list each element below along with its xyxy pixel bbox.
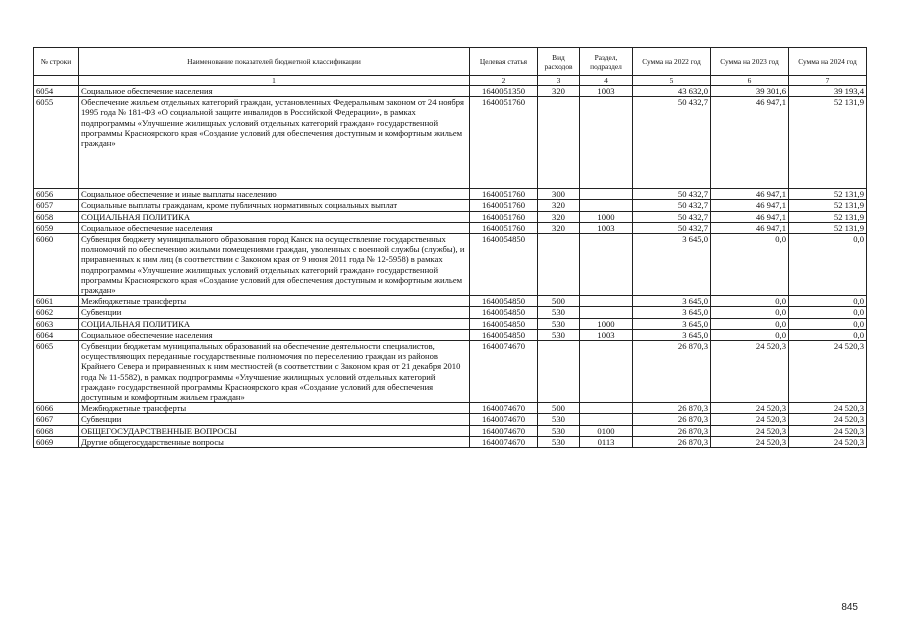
table-row xyxy=(34,211,867,222)
column-numbers-row xyxy=(34,76,867,86)
table-row xyxy=(34,341,867,403)
page-number: 845 xyxy=(841,602,858,613)
row-sum-2022: 3 645,0 xyxy=(633,234,711,296)
row-number: 6065 xyxy=(34,341,79,403)
row-expense-type: 530 xyxy=(538,414,580,425)
row-expense-type: 530 xyxy=(538,318,580,329)
row-sum-2024: 24 520,3 xyxy=(789,425,867,436)
row-expense-type xyxy=(538,234,580,296)
row-section xyxy=(580,296,633,307)
row-expense-type: 530 xyxy=(538,425,580,436)
header-vid: Вид расходов xyxy=(538,48,580,76)
row-number: 6061 xyxy=(34,296,79,307)
row-section xyxy=(580,341,633,403)
row-sum-2024: 52 131,9 xyxy=(789,189,867,200)
header-sum-2024: Сумма на 2024 год xyxy=(789,48,867,76)
row-sum-2024: 0,0 xyxy=(789,296,867,307)
row-expense-type: 530 xyxy=(538,329,580,340)
row-sum-2024: 24 520,3 xyxy=(789,341,867,403)
row-sum-2023: 24 520,3 xyxy=(711,341,789,403)
row-section xyxy=(580,234,633,296)
row-sum-2023: 0,0 xyxy=(711,318,789,329)
row-section xyxy=(580,414,633,425)
row-name: ОБЩЕГОСУДАРСТВЕННЫЕ ВОПРОСЫ xyxy=(79,425,470,436)
table-row xyxy=(34,189,867,200)
table-row xyxy=(34,425,867,436)
row-section xyxy=(580,200,633,211)
row-number: 6056 xyxy=(34,189,79,200)
row-name: Социальное обеспечение населения xyxy=(79,222,470,233)
row-sum-2022: 3 645,0 xyxy=(633,296,711,307)
row-name: Субвенции xyxy=(79,307,470,318)
table-row xyxy=(34,414,867,425)
row-sum-2022: 50 432,7 xyxy=(633,222,711,233)
row-sum-2022: 26 870,3 xyxy=(633,436,711,447)
row-sum-2022: 50 432,7 xyxy=(633,189,711,200)
row-target-code: 1640051760 xyxy=(470,97,538,189)
row-sum-2023: 24 520,3 xyxy=(711,436,789,447)
row-section: 0113 xyxy=(580,436,633,447)
row-name: Социальные выплаты гражданам, кроме публичных нормативных социальных выплат xyxy=(79,200,470,211)
row-section: 1000 xyxy=(580,211,633,222)
row-target-code: 1640051760 xyxy=(470,200,538,211)
row-name: Субвенция бюджету муниципального образования город Канск на осуществление государственных полномочий по обеспечению жилыми помещениями граждан, уволенных с военной службы (службы), и приравненных к ним лиц (в соответствии с Законом края от 9 июня 2011 года № 12-5958) в рамках подпрограммы «Улучшение жилищных условий отдельных категорий граждан» государственной программы Красноярского края «Создание условий для обеспечения доступным и комфортным жильем граждан» xyxy=(79,234,470,296)
table-row xyxy=(34,97,867,189)
row-sum-2023: 24 520,3 xyxy=(711,403,789,414)
row-sum-2023: 46 947,1 xyxy=(711,211,789,222)
row-expense-type: 500 xyxy=(538,403,580,414)
row-expense-type xyxy=(538,97,580,189)
row-sum-2024: 52 131,9 xyxy=(789,97,867,189)
row-target-code: 1640054850 xyxy=(470,307,538,318)
row-sum-2022: 50 432,7 xyxy=(633,200,711,211)
row-sum-2022: 26 870,3 xyxy=(633,341,711,403)
row-sum-2024: 39 193,4 xyxy=(789,86,867,97)
row-sum-2022: 43 632,0 xyxy=(633,86,711,97)
row-sum-2022: 26 870,3 xyxy=(633,403,711,414)
row-sum-2023: 0,0 xyxy=(711,234,789,296)
row-name: Субвенции бюджетам муниципальных образований на обеспечение деятельности специалистов, осуществляющих переданные государственные полномочия по переселению граждан из районов Крайнего Севера и приравненных к ним местностей (в соответствии с Законом края от 21 декабря 2010 года № 11-5582), в рамках подпрограммы «Улучшение жилищных условий отдельных категорий граждан» государственной программы Красноярского края «Создание условий для обеспечения доступным и комфортным жильем граждан» xyxy=(79,341,470,403)
row-target-code: 1640051760 xyxy=(470,211,538,222)
row-target-code: 1640054850 xyxy=(470,318,538,329)
row-name: Социальное обеспечение населения xyxy=(79,329,470,340)
row-sum-2022: 3 645,0 xyxy=(633,329,711,340)
table-row xyxy=(34,86,867,97)
row-section: 1000 xyxy=(580,318,633,329)
row-target-code: 1640054850 xyxy=(470,296,538,307)
row-section: 0100 xyxy=(580,425,633,436)
col-number-cell: 1 xyxy=(79,76,470,86)
row-name: Социальное обеспечение и иные выплаты населению xyxy=(79,189,470,200)
table-header-row xyxy=(34,48,867,76)
row-section: 1003 xyxy=(580,329,633,340)
budget-table xyxy=(33,47,867,448)
header-row-no: № строки xyxy=(34,48,79,76)
row-name: Субвенции xyxy=(79,414,470,425)
row-sum-2024: 24 520,3 xyxy=(789,436,867,447)
row-sum-2023: 0,0 xyxy=(711,329,789,340)
row-expense-type: 300 xyxy=(538,189,580,200)
row-number: 6059 xyxy=(34,222,79,233)
table-row xyxy=(34,436,867,447)
table-row xyxy=(34,200,867,211)
row-sum-2024: 52 131,9 xyxy=(789,200,867,211)
row-expense-type: 320 xyxy=(538,211,580,222)
row-sum-2024: 0,0 xyxy=(789,318,867,329)
row-sum-2023: 0,0 xyxy=(711,296,789,307)
header-sum-2023: Сумма на 2023 год xyxy=(711,48,789,76)
row-target-code: 1640054850 xyxy=(470,329,538,340)
row-sum-2023: 39 301,6 xyxy=(711,86,789,97)
table-row xyxy=(34,403,867,414)
row-sum-2023: 46 947,1 xyxy=(711,222,789,233)
row-section xyxy=(580,307,633,318)
row-target-code: 1640074670 xyxy=(470,436,538,447)
row-name: СОЦИАЛЬНАЯ ПОЛИТИКА xyxy=(79,211,470,222)
row-sum-2022: 3 645,0 xyxy=(633,307,711,318)
row-number: 6068 xyxy=(34,425,79,436)
row-sum-2023: 46 947,1 xyxy=(711,200,789,211)
row-sum-2024: 52 131,9 xyxy=(789,222,867,233)
col-number-cell: 3 xyxy=(538,76,580,86)
row-sum-2024: 0,0 xyxy=(789,234,867,296)
row-target-code: 1640074670 xyxy=(470,341,538,403)
row-sum-2023: 46 947,1 xyxy=(711,97,789,189)
row-name: Межбюджетные трансферты xyxy=(79,296,470,307)
row-sum-2022: 26 870,3 xyxy=(633,425,711,436)
row-expense-type: 530 xyxy=(538,307,580,318)
row-number: 6058 xyxy=(34,211,79,222)
row-section xyxy=(580,97,633,189)
row-number: 6057 xyxy=(34,200,79,211)
row-sum-2022: 26 870,3 xyxy=(633,414,711,425)
col-number-cell: 7 xyxy=(789,76,867,86)
row-expense-type: 320 xyxy=(538,86,580,97)
row-sum-2023: 24 520,3 xyxy=(711,425,789,436)
col-number-cell: 6 xyxy=(711,76,789,86)
row-number: 6054 xyxy=(34,86,79,97)
row-number: 6063 xyxy=(34,318,79,329)
row-expense-type: 320 xyxy=(538,200,580,211)
row-number: 6062 xyxy=(34,307,79,318)
row-number: 6067 xyxy=(34,414,79,425)
row-sum-2024: 52 131,9 xyxy=(789,211,867,222)
header-name: Наименование показателей бюджетной классификации xyxy=(79,48,470,76)
row-name: Социальное обеспечение населения xyxy=(79,86,470,97)
row-sum-2022: 50 432,7 xyxy=(633,211,711,222)
table-row xyxy=(34,222,867,233)
table-row xyxy=(34,307,867,318)
row-number: 6069 xyxy=(34,436,79,447)
header-razdel: Раздел, подраздел xyxy=(580,48,633,76)
row-name: СОЦИАЛЬНАЯ ПОЛИТИКА xyxy=(79,318,470,329)
row-target-code: 1640051350 xyxy=(470,86,538,97)
row-target-code: 1640054850 xyxy=(470,234,538,296)
row-expense-type xyxy=(538,341,580,403)
row-number: 6064 xyxy=(34,329,79,340)
row-sum-2024: 0,0 xyxy=(789,329,867,340)
row-number: 6055 xyxy=(34,97,79,189)
row-name: Другие общегосударственные вопросы xyxy=(79,436,470,447)
table-row xyxy=(34,234,867,296)
table-row xyxy=(34,318,867,329)
row-sum-2024: 24 520,3 xyxy=(789,414,867,425)
row-sum-2022: 50 432,7 xyxy=(633,97,711,189)
row-section xyxy=(580,189,633,200)
row-expense-type: 530 xyxy=(538,436,580,447)
row-name: Обеспечение жильем отдельных категорий граждан, установленных Федеральным законом от 24 ноября 1995 года № 181-ФЗ «О социальной защите инвалидов в Российской Федерации», в рамках подпрограммы «Улучшение жилищных условий отдельных категорий граждан» государственной программы Красноярского края «Создание условий для обеспечения доступным и комфортным жильем граждан» xyxy=(79,97,470,189)
row-target-code: 1640051760 xyxy=(470,189,538,200)
row-sum-2023: 24 520,3 xyxy=(711,414,789,425)
col-number-cell: 4 xyxy=(580,76,633,86)
row-sum-2024: 0,0 xyxy=(789,307,867,318)
row-sum-2022: 3 645,0 xyxy=(633,318,711,329)
header-sum-2022: Сумма на 2022 год xyxy=(633,48,711,76)
header-code: Целевая статья xyxy=(470,48,538,76)
row-section xyxy=(580,403,633,414)
row-target-code: 1640051760 xyxy=(470,222,538,233)
row-expense-type: 500 xyxy=(538,296,580,307)
col-number-cell: 5 xyxy=(633,76,711,86)
row-target-code: 1640074670 xyxy=(470,425,538,436)
row-target-code: 1640074670 xyxy=(470,414,538,425)
col-number-cell: 2 xyxy=(470,76,538,86)
row-number: 6060 xyxy=(34,234,79,296)
row-sum-2023: 46 947,1 xyxy=(711,189,789,200)
row-expense-type: 320 xyxy=(538,222,580,233)
row-target-code: 1640074670 xyxy=(470,403,538,414)
col-number-cell xyxy=(34,76,79,86)
table-row xyxy=(34,296,867,307)
row-name: Межбюджетные трансферты xyxy=(79,403,470,414)
row-section: 1003 xyxy=(580,222,633,233)
row-sum-2024: 24 520,3 xyxy=(789,403,867,414)
table-row xyxy=(34,329,867,340)
row-section: 1003 xyxy=(580,86,633,97)
row-number: 6066 xyxy=(34,403,79,414)
row-sum-2023: 0,0 xyxy=(711,307,789,318)
